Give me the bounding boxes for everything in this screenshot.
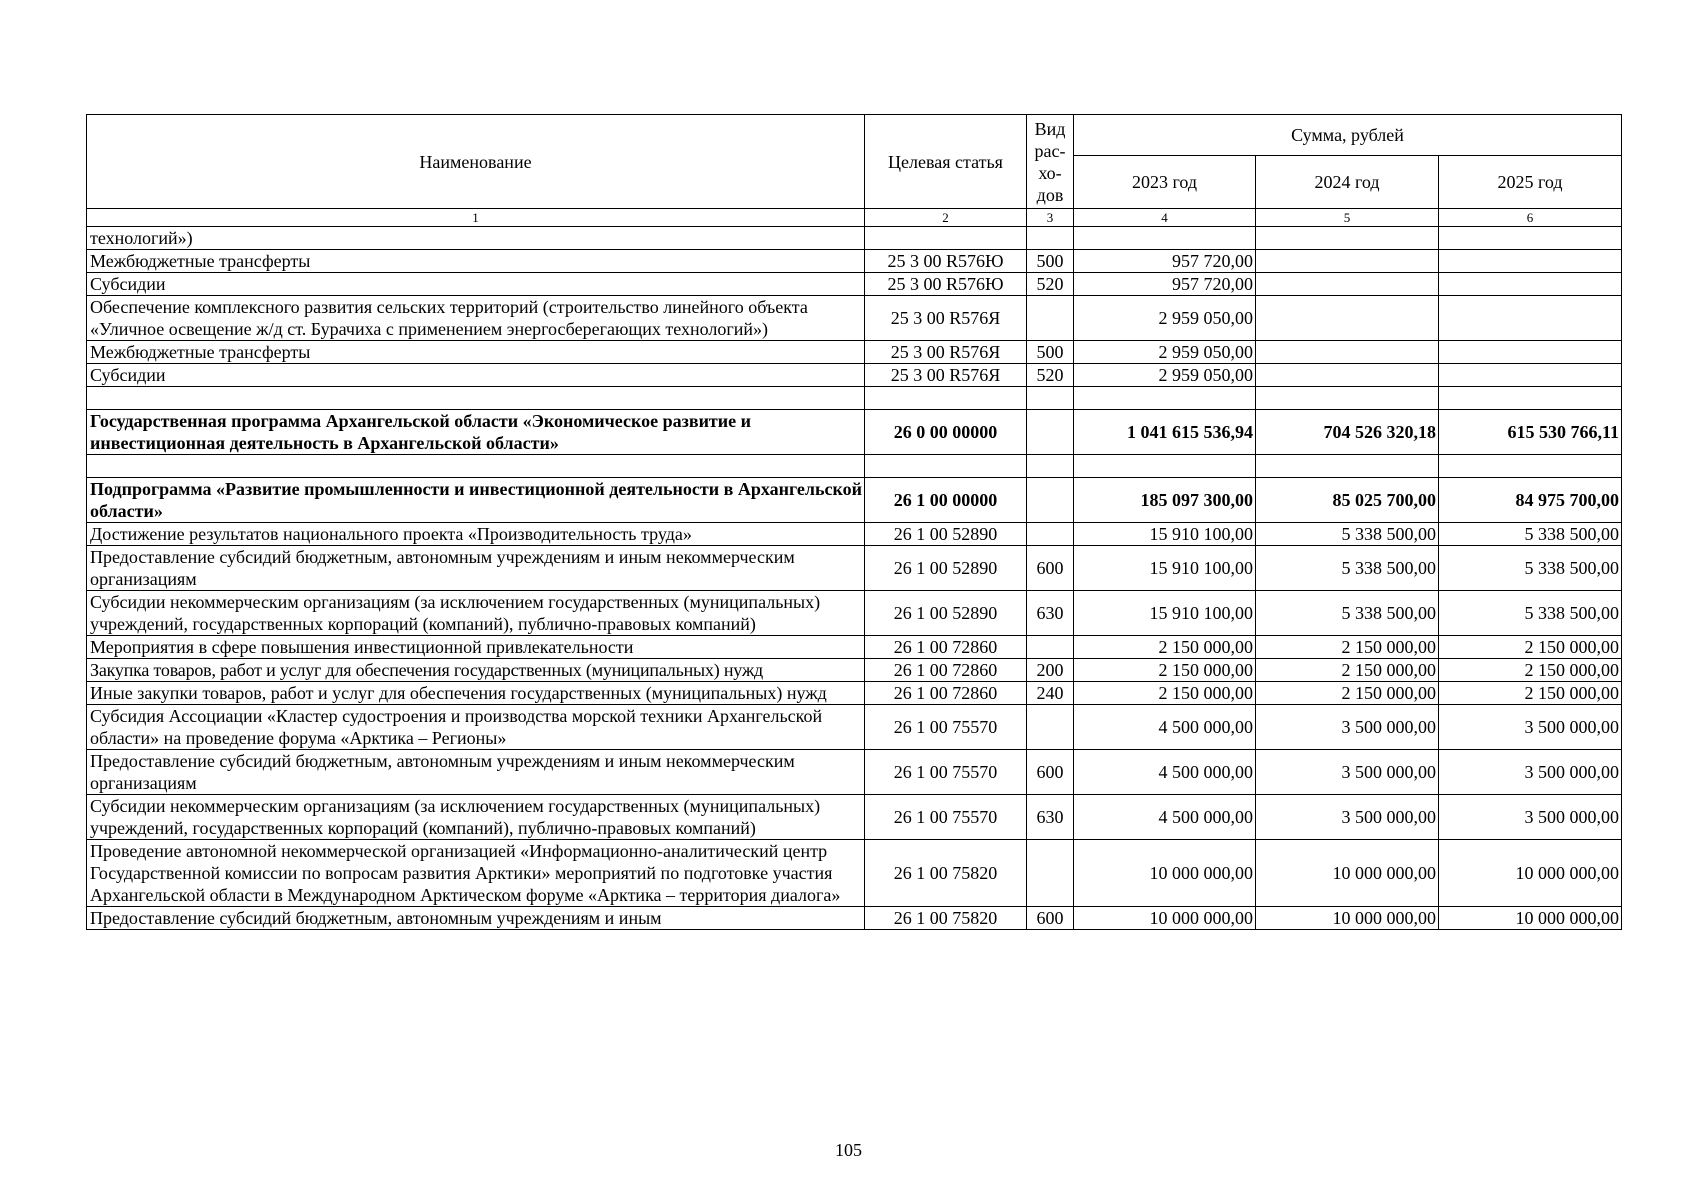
row-name: Достижение результатов национального проекта «Производительность труда»	[87, 523, 865, 546]
table-row	[87, 705, 1622, 750]
table-row	[87, 250, 1622, 273]
table-row	[87, 523, 1622, 546]
row-kind: 520	[1027, 364, 1074, 387]
col-number-4: 4	[1074, 209, 1256, 227]
row-2025: 2 150 000,00	[1439, 659, 1622, 682]
row-2023: 2 959 050,00	[1074, 296, 1256, 341]
row-code: 26 1 00 72860	[865, 659, 1027, 682]
row-2024: 3 500 000,00	[1256, 705, 1439, 750]
table-row	[87, 636, 1622, 659]
row-name: технологий»)	[87, 227, 865, 250]
row-2023: 2 150 000,00	[1074, 636, 1256, 659]
row-2024: 10 000 000,00	[1256, 907, 1439, 930]
col-number-3: 3	[1027, 209, 1074, 227]
row-kind: 200	[1027, 659, 1074, 682]
row-2025: 10 000 000,00	[1439, 907, 1622, 930]
row-kind	[1027, 455, 1074, 478]
row-kind	[1027, 705, 1074, 750]
row-2024: 10 000 000,00	[1256, 840, 1439, 907]
header-target: Целевая статья	[865, 115, 1027, 209]
row-2025: 84 975 700,00	[1439, 478, 1622, 523]
row-name: Субсидии	[87, 273, 865, 296]
row-name: Государственная программа Архангельской области «Экономическое развитие и инвестиционная деятельность в Архангельской области»	[87, 410, 865, 455]
row-code	[865, 387, 1027, 410]
row-kind: 630	[1027, 591, 1074, 636]
row-code: 26 1 00 72860	[865, 682, 1027, 705]
row-2024	[1256, 341, 1439, 364]
row-name: Мероприятия в сфере повышения инвестиционной привлекательности	[87, 636, 865, 659]
header-kind: Вид рас-хо-дов	[1027, 115, 1074, 209]
row-code: 26 1 00 75820	[865, 840, 1027, 907]
row-2025	[1439, 227, 1622, 250]
col-number-6: 6	[1439, 209, 1622, 227]
row-code: 25 3 00 R576Я	[865, 296, 1027, 341]
table-row-spacer	[87, 387, 1622, 410]
row-kind: 600	[1027, 546, 1074, 591]
table-row-program	[87, 410, 1622, 455]
row-2024	[1256, 455, 1439, 478]
row-name: Подпрограмма «Развитие промышленности и инвестиционной деятельности в Архангельской области»	[87, 478, 865, 523]
row-2023	[1074, 387, 1256, 410]
row-2025: 615 530 766,11	[1439, 410, 1622, 455]
header-2023: 2023 год	[1074, 156, 1256, 209]
row-2025: 2 150 000,00	[1439, 682, 1622, 705]
row-name: Субсидии некоммерческим организациям (за исключением государственных (муниципальных) учреждений, государственных корпораций (компаний), публично-правовых компаний)	[87, 591, 865, 636]
row-2025: 5 338 500,00	[1439, 591, 1622, 636]
row-code: 26 1 00 75570	[865, 795, 1027, 840]
row-2024: 5 338 500,00	[1256, 523, 1439, 546]
row-2025	[1439, 387, 1622, 410]
header-sum: Сумма, рублей	[1074, 115, 1622, 156]
row-2023	[1074, 227, 1256, 250]
row-code	[865, 455, 1027, 478]
row-kind	[1027, 387, 1074, 410]
row-2025: 3 500 000,00	[1439, 705, 1622, 750]
page-number: 105	[835, 1140, 862, 1160]
row-code: 25 3 00 R576Я	[865, 364, 1027, 387]
row-name: Предоставление субсидий бюджетным, автономным учреждениям и иным	[87, 907, 865, 930]
table-row	[87, 682, 1622, 705]
row-kind: 630	[1027, 795, 1074, 840]
row-2024: 2 150 000,00	[1256, 659, 1439, 682]
row-2023: 185 097 300,00	[1074, 478, 1256, 523]
row-code: 26 1 00 00000	[865, 478, 1027, 523]
row-kind	[1027, 523, 1074, 546]
row-2023: 2 150 000,00	[1074, 682, 1256, 705]
row-2025: 5 338 500,00	[1439, 546, 1622, 591]
row-2024	[1256, 296, 1439, 341]
row-code: 25 3 00 R576Ю	[865, 250, 1027, 273]
row-code: 26 1 00 75820	[865, 907, 1027, 930]
row-2024: 5 338 500,00	[1256, 546, 1439, 591]
row-2023: 4 500 000,00	[1074, 750, 1256, 795]
row-name: Предоставление субсидий бюджетным, автономным учреждениям и иным некоммерческим организациям	[87, 546, 865, 591]
row-2024: 704 526 320,18	[1256, 410, 1439, 455]
row-kind	[1027, 410, 1074, 455]
row-name: Иные закупки товаров, работ и услуг для обеспечения государственных (муниципальных) нужд	[87, 682, 865, 705]
row-code: 26 1 00 52890	[865, 546, 1027, 591]
row-code: 26 1 00 52890	[865, 591, 1027, 636]
table-row	[87, 273, 1622, 296]
row-code: 26 1 00 52890	[865, 523, 1027, 546]
row-kind	[1027, 296, 1074, 341]
row-code: 25 3 00 R576Ю	[865, 273, 1027, 296]
table-row	[87, 364, 1622, 387]
row-2023: 15 910 100,00	[1074, 591, 1256, 636]
row-2023: 4 500 000,00	[1074, 705, 1256, 750]
budget-table	[86, 114, 1622, 930]
row-name: Закупка товаров, работ и услуг для обеспечения государственных (муниципальных) нужд	[87, 659, 865, 682]
row-2024	[1256, 364, 1439, 387]
table-row	[87, 591, 1622, 636]
row-code: 26 1 00 75570	[865, 750, 1027, 795]
row-2023: 957 720,00	[1074, 273, 1256, 296]
row-2023: 2 959 050,00	[1074, 341, 1256, 364]
row-name: Субсидия Ассоциации «Кластер судостроения и производства морской техники Архангельской области» на проведение форума «Арктика – Регионы»	[87, 705, 865, 750]
row-2024: 2 150 000,00	[1256, 636, 1439, 659]
table-row	[87, 341, 1622, 364]
row-code: 26 1 00 75570	[865, 705, 1027, 750]
table-row	[87, 750, 1622, 795]
row-2023	[1074, 455, 1256, 478]
table-row-subprogram	[87, 478, 1622, 523]
row-kind	[1027, 227, 1074, 250]
row-kind: 500	[1027, 341, 1074, 364]
table-row	[87, 840, 1622, 907]
row-kind: 240	[1027, 682, 1074, 705]
row-2024	[1256, 227, 1439, 250]
row-kind	[1027, 478, 1074, 523]
row-name: Проведение автономной некоммерческой организацией «Информационно-аналитический центр Государственной комиссии по вопросам развития Арктики» мероприятий по подготовке участия Архангельской области в Международном Арктическом форуме «Арктика – территория диалога»	[87, 840, 865, 907]
row-2025	[1439, 250, 1622, 273]
col-number-5: 5	[1256, 209, 1439, 227]
row-name: Межбюджетные трансферты	[87, 341, 865, 364]
row-2025: 2 150 000,00	[1439, 636, 1622, 659]
row-2024: 85 025 700,00	[1256, 478, 1439, 523]
row-name: Субсидии	[87, 364, 865, 387]
col-number-2: 2	[865, 209, 1027, 227]
table-row-spacer	[87, 455, 1622, 478]
row-2024	[1256, 387, 1439, 410]
row-code: 26 0 00 00000	[865, 410, 1027, 455]
row-2023: 10 000 000,00	[1074, 840, 1256, 907]
row-kind: 600	[1027, 750, 1074, 795]
header-2025: 2025 год	[1439, 156, 1622, 209]
row-2024: 5 338 500,00	[1256, 591, 1439, 636]
row-2023: 2 959 050,00	[1074, 364, 1256, 387]
col-number-1: 1	[87, 209, 865, 227]
row-code	[865, 227, 1027, 250]
header-name: Наименование	[87, 115, 865, 209]
row-2023: 15 910 100,00	[1074, 546, 1256, 591]
row-2025: 3 500 000,00	[1439, 750, 1622, 795]
row-name: Межбюджетные трансферты	[87, 250, 865, 273]
row-2025: 3 500 000,00	[1439, 795, 1622, 840]
document-page	[86, 114, 1621, 930]
row-2023: 957 720,00	[1074, 250, 1256, 273]
row-kind	[1027, 840, 1074, 907]
row-name: Субсидии некоммерческим организациям (за исключением государственных (муниципальных) учреждений, государственных корпораций (компаний), публично-правовых компаний)	[87, 795, 865, 840]
row-2025: 5 338 500,00	[1439, 523, 1622, 546]
row-2023: 4 500 000,00	[1074, 795, 1256, 840]
row-code: 26 1 00 72860	[865, 636, 1027, 659]
row-2025	[1439, 364, 1622, 387]
row-2024: 2 150 000,00	[1256, 682, 1439, 705]
row-2024: 3 500 000,00	[1256, 795, 1439, 840]
row-kind: 520	[1027, 273, 1074, 296]
table-row	[87, 546, 1622, 591]
row-2025	[1439, 455, 1622, 478]
row-name: Обеспечение комплексного развития сельских территорий (строительство линейного объекта «Уличное освещение ж/д ст. Бурачиха с применением энергосберегающих технологий»)	[87, 296, 865, 341]
row-2025	[1439, 296, 1622, 341]
row-name	[87, 387, 865, 410]
table-row	[87, 296, 1622, 341]
table-row	[87, 795, 1622, 840]
row-kind: 500	[1027, 250, 1074, 273]
row-name: Предоставление субсидий бюджетным, автономным учреждениям и иным некоммерческим организациям	[87, 750, 865, 795]
row-2023: 2 150 000,00	[1074, 659, 1256, 682]
row-2025: 10 000 000,00	[1439, 840, 1622, 907]
table-row	[87, 659, 1622, 682]
row-2025	[1439, 273, 1622, 296]
row-2024	[1256, 273, 1439, 296]
row-2024	[1256, 250, 1439, 273]
row-kind: 600	[1027, 907, 1074, 930]
row-kind	[1027, 636, 1074, 659]
row-2023: 15 910 100,00	[1074, 523, 1256, 546]
row-code: 25 3 00 R576Я	[865, 341, 1027, 364]
row-name	[87, 455, 865, 478]
table-row	[87, 227, 1622, 250]
row-2025	[1439, 341, 1622, 364]
row-2023: 1 041 615 536,94	[1074, 410, 1256, 455]
header-2024: 2024 год	[1256, 156, 1439, 209]
table-row	[87, 907, 1622, 930]
row-2024: 3 500 000,00	[1256, 750, 1439, 795]
row-2023: 10 000 000,00	[1074, 907, 1256, 930]
